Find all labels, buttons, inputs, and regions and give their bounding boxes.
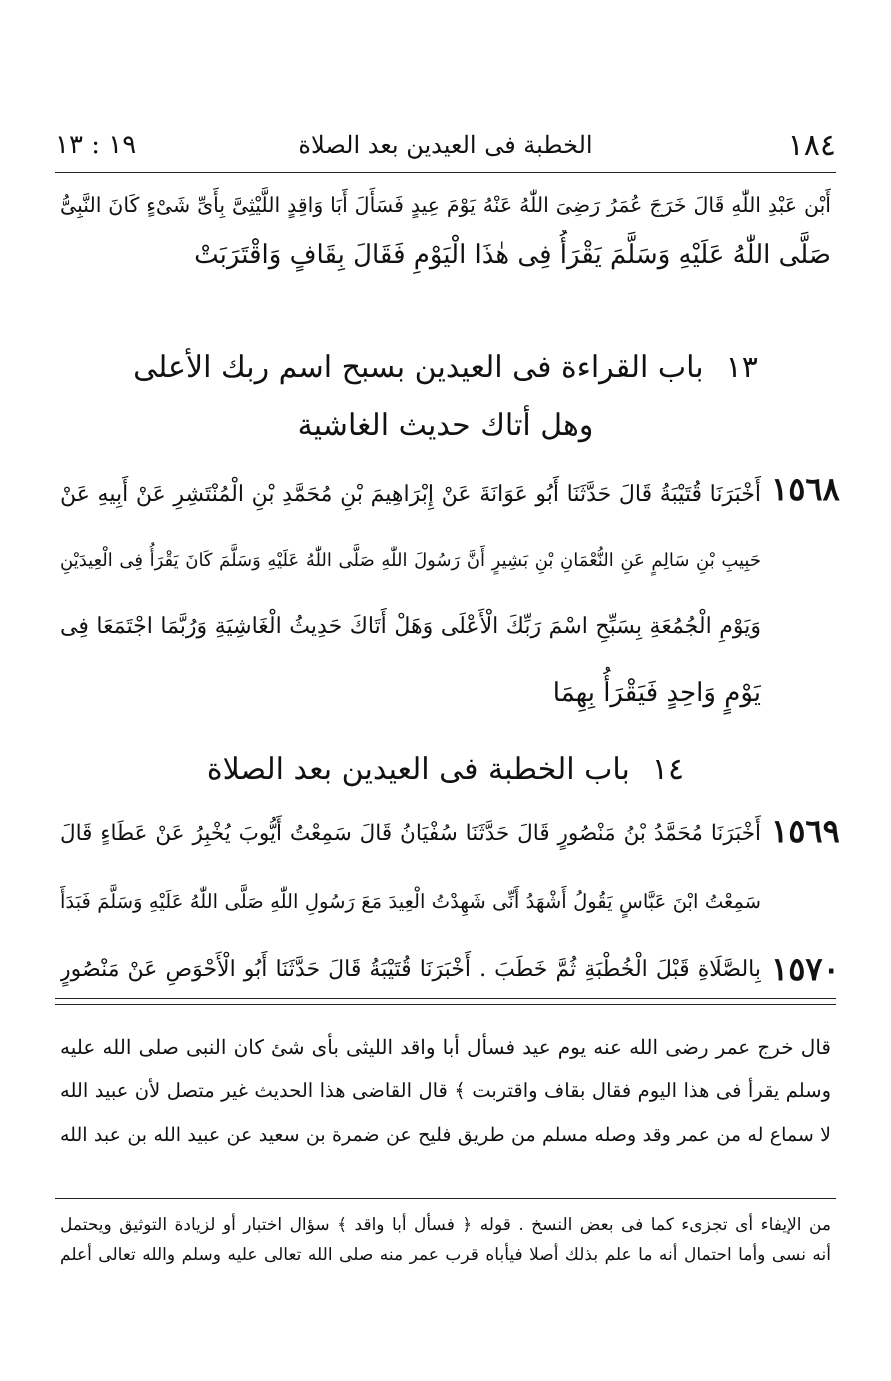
text-line: حَبِيبِ بْنِ سَالِمٍ عَنِ النُّعْمَانِ بْنِ بَشِيرٍ أَنَّ رَسُولَ اللّٰهِ صَلَّى اللّٰهُ عَلَيْهِ وَسَلَّمَ كَانَ يَقْرَأُ فِى الْعِيدَيْنِ: [60, 550, 761, 571]
running-title: الخطبة فى العيدين بعد الصلاة: [298, 131, 593, 159]
notes-double-rule-bottom: [55, 1004, 836, 1005]
chapter-number: ١٤: [651, 752, 685, 787]
footnote-line: أنه نسى وأما احتمال أنه ما علم بذلك أصلا فيأباه قرب عمر منه صلى الله تعالى عليه وسلم والله تعالى أعلم: [60, 1245, 831, 1265]
note-line: وسلم يقرأ فى هذا اليوم فقال بقاف واقتربت ﴾ قال القاضى هذا الحديث غير متصل لأن عبيد الله: [60, 1079, 831, 1102]
hadith-1069-text: [60, 800, 761, 1004]
footnote-rule: [55, 1198, 836, 1199]
chapter-13-subtitle: [60, 408, 831, 443]
chapter-verse-reference: ١٩ : ١٣: [55, 130, 137, 160]
text-line: أَخْبَرَنَا مُحَمَّدُ بْنُ مَنْصُورٍ قَالَ حَدَّثَنَا سُفْيَانُ قَالَ سَمِعْتُ أَيُّوبَ يُخْبِرُ عَنْ عَطَاءٍ قَالَ: [60, 821, 761, 846]
text-line: بِالصَّلَاةِ قَبْلَ الْخُطْبَةِ ثُمَّ خَطَبَ . أَخْبَرَنَا قُتَيْبَةُ قَالَ حَدَّثَنَا أَبُو الْأَحْوَصِ عَنْ مَنْصُورٍ: [60, 957, 761, 982]
text-line: يَوْمٍ وَاحِدٍ فَيَقْرَأُ بِهِمَا: [552, 678, 761, 708]
text-line: سَمِعْتُ ابْنَ عَبَّاسٍ يَقُولُ أَشْهَدُ أَنِّى شَهِدْتُ الْعِيدَ مَعَ رَسُولِ اللّٰهِ صَلَّى اللّٰهُ عَلَيْهِ وَسَلَّمَ فَبَدَأَ: [60, 890, 761, 913]
footnote-line: من الإيفاء أى تجزىء كما فى بعض النسخ . قوله ﴿ فسأل أبا واقد ﴾ سؤال اختبار أو لزيادة التوثيق ويحتمل: [60, 1215, 831, 1235]
prelude-text: [60, 180, 831, 280]
notes-double-rule-top: [55, 998, 836, 999]
chapter-13-heading: [60, 350, 831, 385]
chapter-title: باب الخطبة فى العيدين بعد الصلاة: [206, 752, 630, 787]
header-rule: [55, 172, 836, 173]
running-header: [55, 128, 836, 162]
text-line: أَخْبَرَنَا قُتَيْبَةُ قَالَ حَدَّثَنَا أَبُو عَوَانَةَ عَنْ إِبْرَاهِيمَ بْنِ مُحَمَّدِ بْنِ الْمُنْتَشِرِ عَنْ أَبِيهِ عَنْ: [60, 482, 761, 507]
page-number: ١٨٤: [787, 127, 836, 163]
commentary-notes: [60, 1025, 831, 1157]
text-line: صَلَّى اللّٰهُ عَلَيْهِ وَسَلَّمَ يَقْرَأُ فِى هٰذَا الْيَوْمِ فَقَالَ بِقَافٍ وَاقْتَرَبَتْ: [194, 240, 831, 270]
chapter-14-heading: [60, 752, 831, 787]
chapter-number: ١٣: [725, 350, 758, 385]
hadith-number-1070: ١٥٧٠: [771, 950, 840, 988]
text-line: أَبْن عَبْدِ اللّٰهِ قَالَ خَرَجَ عُمَرُ رَضِىَ اللّٰهُ عَنْهُ يَوْمَ عِيدٍ فَسَأَلَ أَبَا وَاقِدٍ اللَّيْثِىَّ بِأَىِّ شَىْءٍ كَانَ النَّبِىُّ: [60, 193, 831, 217]
note-line: قال خرج عمر رضى الله عنه يوم عيد فسأل أبا واقد الليثى بأى شئ كان النبى صلى الله عليه: [60, 1035, 831, 1059]
hadith-1068-text: [60, 462, 761, 726]
text-line: وَيَوْمِ الْجُمُعَةِ بِسَبِّحِ اسْمَ رَبِّكَ الْأَعْلَى وَهَلْ أَتَاكَ حَدِيثُ الْغَاشِيَةِ وَرُبَّمَا اجْتَمَعَا فِى: [60, 614, 761, 639]
hadith-number-1068: ١٥٦٨: [771, 470, 840, 508]
note-line: لا سماع له من عمر وقد وصله مسلم من طريق فليح عن ضمرة بن سعيد عن عبيد الله بن عبد الله: [60, 1124, 831, 1146]
footnote: [60, 1210, 831, 1270]
chapter-title-line-2: وهل أتاك حديث الغاشية: [297, 408, 594, 443]
hadith-number-1069: ١٥٦٩: [771, 812, 840, 850]
chapter-title: باب القراءة فى العيدين بسبح اسم ربك الأعلى: [133, 350, 704, 385]
